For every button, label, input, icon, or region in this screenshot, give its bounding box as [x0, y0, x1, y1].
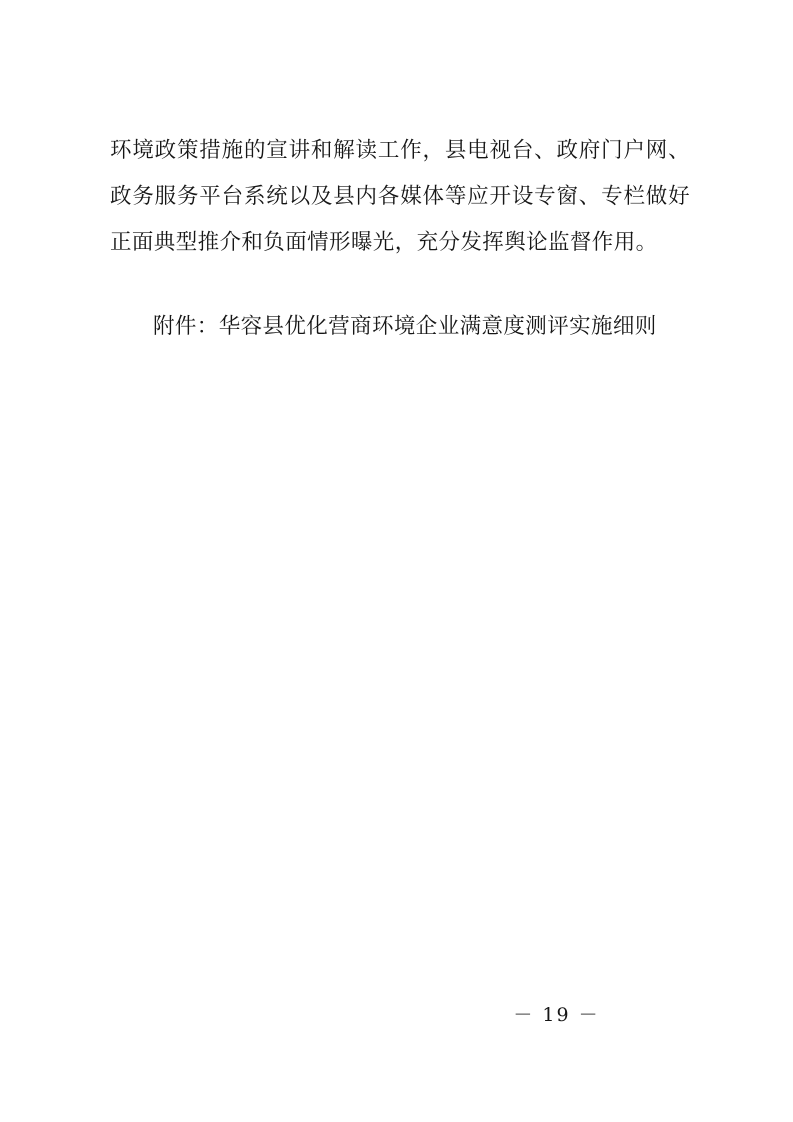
page-number: － 19 － — [513, 1004, 600, 1026]
page-footer — [0, 1000, 793, 1027]
body-paragraph: 环境政策措施的宣讲和解读工作，县电视台、政府门户网、政务服务平台系统以及县内各媒体等应开设专窗、专栏做好正面典型推介和负面情形曝光，充分发挥舆论监督作用。 — [110, 138, 690, 255]
page-content — [110, 128, 690, 372]
attachment-title: 华容县优化营商环境企业满意度测评实施细则 — [218, 314, 657, 339]
attachment-line — [110, 304, 690, 350]
attachment-label: 附件： — [153, 314, 219, 339]
